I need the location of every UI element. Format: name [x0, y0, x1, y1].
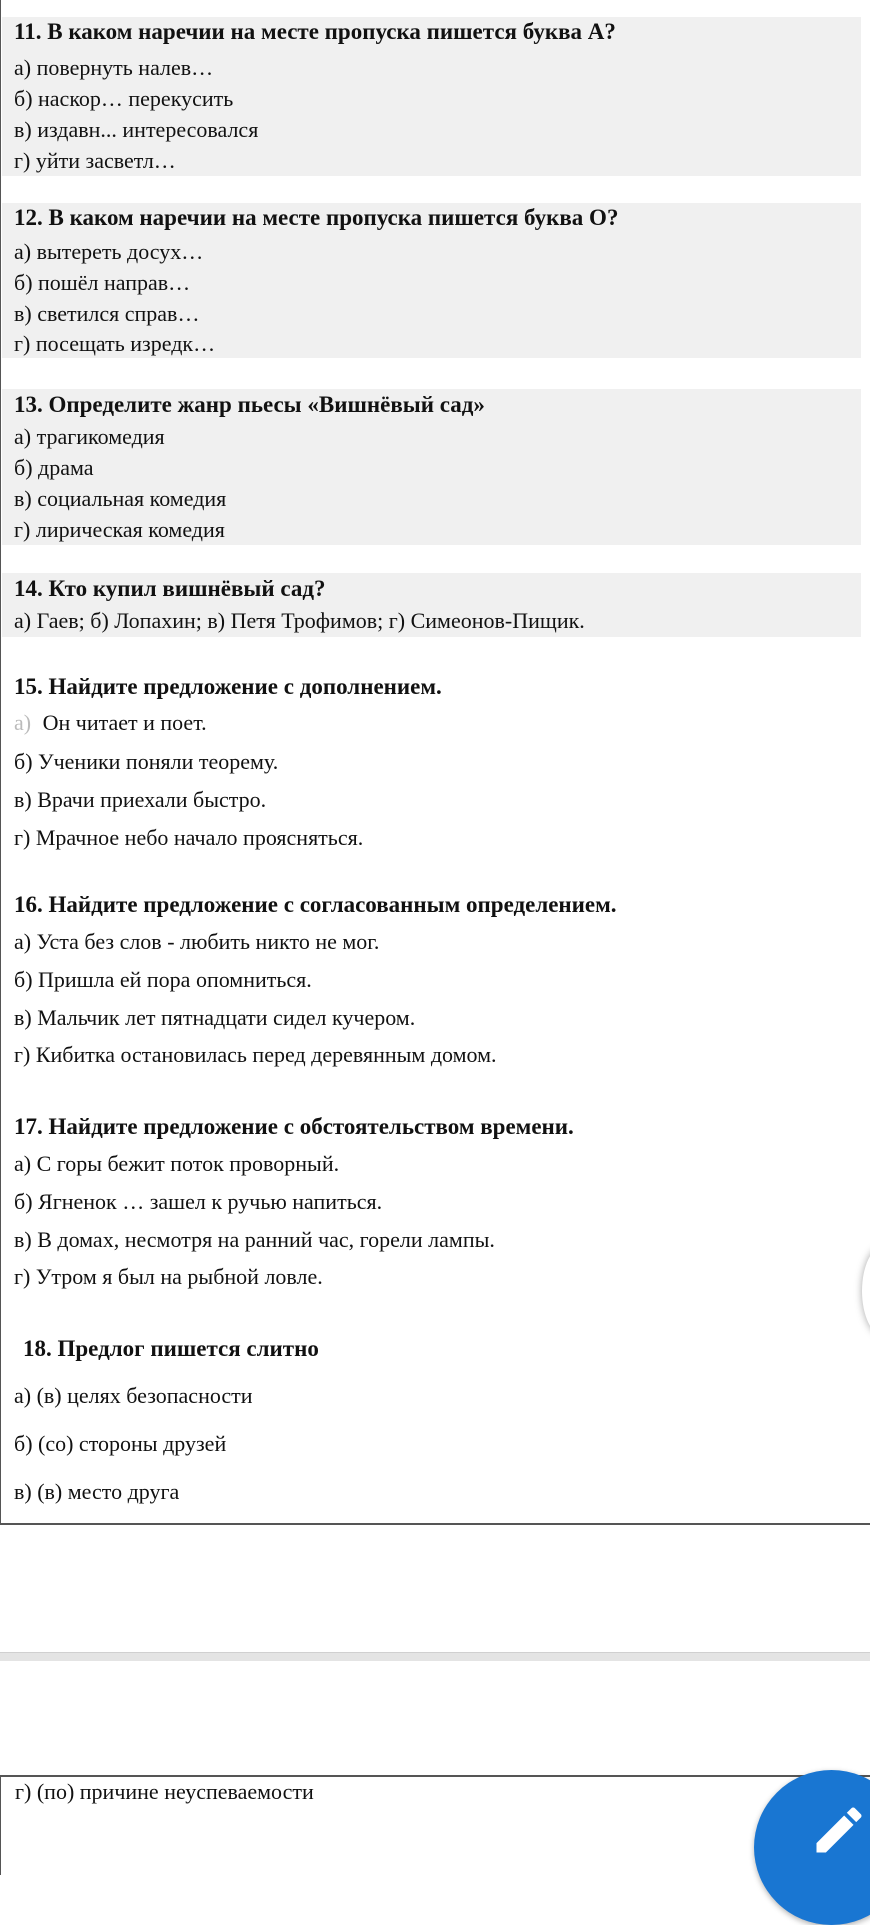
- option: г) Кибитка остановилась перед деревянным домом.: [14, 1042, 497, 1067]
- option: г) Мрачное небо начало проясняться.: [14, 825, 364, 850]
- option-text: Он читает и поет.: [42, 710, 207, 735]
- option: в) Мальчик лет пятнадцати сидел кучером.: [14, 1005, 416, 1030]
- option: а) трагикомедия: [14, 424, 165, 449]
- option: в) светился справ…: [14, 301, 200, 326]
- question-title: 16. Найдите предложение с согласованным определением.: [14, 892, 617, 917]
- question-title: 12. В каком наречии на месте пропуска пишется буква О?: [14, 205, 619, 230]
- edit-pencil-icon: [809, 1800, 869, 1860]
- question-title: 13. Определите жанр пьесы «Вишнёвый сад»: [14, 392, 485, 417]
- option: в) В домах, несмотря на ранний час, горели лампы.: [14, 1227, 495, 1252]
- option: в) социальная комедия: [14, 486, 227, 511]
- question-title: 14. Кто купил вишнёвый сад?: [14, 576, 326, 601]
- option: в) Врачи приехали быстро.: [14, 787, 267, 812]
- option: а) (в) целях безопасности: [14, 1383, 253, 1408]
- question-title: 17. Найдите предложение с обстоятельством времени.: [14, 1114, 574, 1139]
- question-11: [2, 17, 861, 176]
- page-divider: [0, 1652, 870, 1661]
- option: г) уйти засветл…: [14, 148, 176, 173]
- option: г) (по) причине неуспеваемости: [15, 1779, 314, 1804]
- option: а) Уста без слов - любить никто не мог.: [14, 929, 380, 954]
- question-12: [2, 203, 861, 358]
- option: а) вытереть досух…: [14, 239, 204, 264]
- option: б) (со) стороны друзей: [14, 1431, 227, 1456]
- question-18: [2, 1336, 861, 1516]
- option: в) издавн... интересовался: [14, 117, 259, 142]
- question-13: [2, 389, 861, 545]
- option: в) (в) место друга: [14, 1479, 180, 1504]
- question-17: [2, 1112, 861, 1297]
- option: б) Ученики поняли теорему.: [14, 749, 279, 774]
- question-title: 11. В каком наречии на месте пропуска пишется буква А?: [14, 19, 616, 44]
- question-16: [2, 890, 861, 1075]
- option: б) драма: [14, 455, 94, 480]
- option: г) Утром я был на рыбной ловле.: [14, 1264, 323, 1289]
- option: б) Пришла ей пора опомниться.: [14, 967, 312, 992]
- option: б) Ягненок … зашел к ручью напиться.: [14, 1189, 383, 1214]
- document-page-2: [0, 1775, 870, 1875]
- option: а) Гаев; б) Лопахин; в) Петя Трофимов; г) Симеонов-Пищик.: [14, 608, 585, 633]
- option: а) С горы бежит поток проворный.: [14, 1151, 340, 1176]
- question-15: [2, 670, 861, 855]
- option: б) пошёл направ…: [14, 270, 191, 295]
- question-title: 15. Найдите предложение с дополнением.: [14, 674, 442, 699]
- option: а) повернуть налев…: [14, 55, 214, 80]
- option-letter: а): [14, 710, 32, 735]
- option: б) наскор… перекусить: [14, 86, 234, 111]
- question-14: [2, 573, 861, 637]
- question-title: 18. Предлог пишется слитно: [23, 1336, 319, 1361]
- option: [14, 710, 207, 736]
- option: г) лирическая комедия: [14, 517, 225, 542]
- option: г) посещать изредк…: [14, 331, 216, 356]
